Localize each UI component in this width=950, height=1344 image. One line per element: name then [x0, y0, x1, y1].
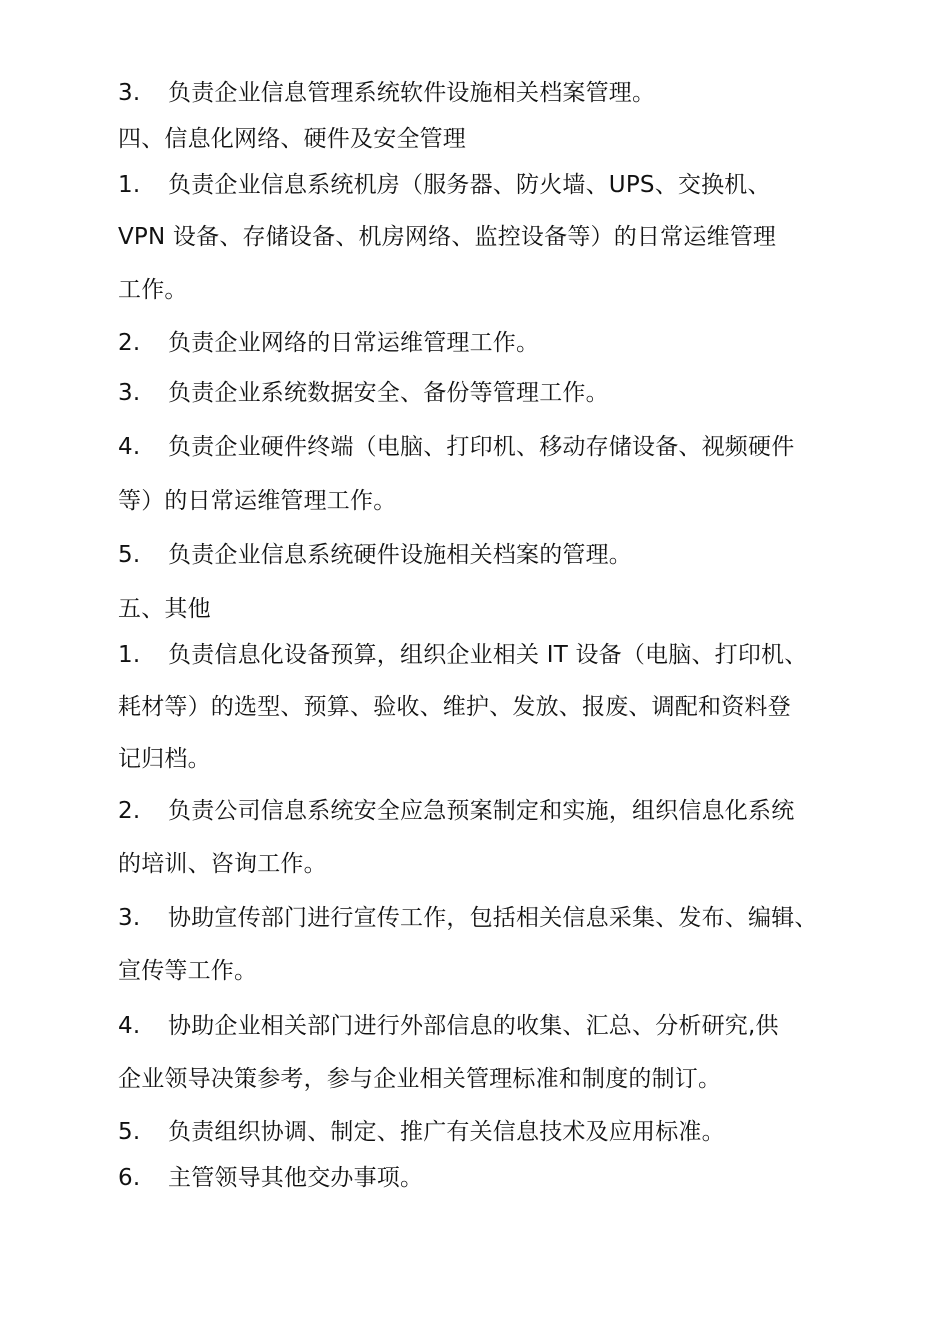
- paragraph-line: [118, 540, 632, 570]
- item-number: 5.: [118, 1119, 141, 1145]
- item-number: 1.: [118, 172, 141, 198]
- line-text: 四、信息化网络、硬件及安全管理: [118, 126, 466, 152]
- line-text: 协助宣传部门进行宣传工作，包括相关信息采集、发布、编辑、: [168, 905, 818, 931]
- line-text: 工作。: [118, 277, 188, 303]
- paragraph-line: [118, 956, 257, 986]
- paragraph-line: [118, 692, 791, 722]
- line-text: 等）的日常运维管理工作。: [118, 488, 397, 514]
- line-text: 负责企业网络的日常运维管理工作。: [168, 330, 540, 356]
- line-text: 记归档。: [118, 746, 211, 772]
- paragraph-line: [118, 78, 655, 108]
- paragraph-line: [118, 432, 794, 462]
- section-heading: [118, 594, 211, 624]
- item-number: 3.: [118, 80, 141, 106]
- item-number: 2.: [118, 330, 141, 356]
- line-text: 协助企业相关部门进行外部信息的收集、汇总、分析研究,供: [168, 1013, 779, 1039]
- paragraph-line: [118, 1011, 779, 1041]
- paragraph-line: [118, 744, 211, 774]
- paragraph-line: [118, 796, 794, 826]
- line-text: 负责公司信息系统安全应急预案制定和实施，组织信息化系统: [168, 798, 795, 824]
- line-text: 负责企业信息系统机房（服务器、防火墙、UPS、交换机、: [168, 172, 771, 198]
- line-text: 负责信息化设备预算，组织企业相关 IT 设备（电脑、打印机、: [168, 642, 808, 668]
- paragraph-line: [118, 486, 396, 516]
- line-text: 负责企业硬件终端（电脑、打印机、移动存储设备、视频硬件: [168, 434, 795, 460]
- paragraph-line: [118, 275, 188, 305]
- line-text: 五、其他: [118, 596, 211, 622]
- line-text: 主管领导其他交办事项。: [168, 1165, 424, 1191]
- paragraph-line: [118, 1117, 725, 1147]
- item-number: 6.: [118, 1165, 141, 1191]
- line-text: 负责企业信息管理系统软件设施相关档案管理。: [168, 80, 656, 106]
- paragraph-line: [118, 640, 807, 670]
- item-number: 5.: [118, 542, 141, 568]
- item-number: 1.: [118, 642, 141, 668]
- paragraph-line: [118, 328, 539, 358]
- paragraph-line: [118, 1163, 423, 1193]
- paragraph-line: [118, 1064, 721, 1094]
- item-number: 2.: [118, 798, 141, 824]
- item-number: 3.: [118, 380, 141, 406]
- line-text: 负责企业信息系统硬件设施相关档案的管理。: [168, 542, 632, 568]
- paragraph-line: [118, 849, 327, 879]
- line-text: 负责企业系统数据安全、备份等管理工作。: [168, 380, 609, 406]
- item-number: 4.: [118, 1013, 141, 1039]
- line-text: 负责组织协调、制定、推广有关信息技术及应用标准。: [168, 1119, 725, 1145]
- section-heading: [118, 124, 466, 154]
- item-number: 4.: [118, 434, 141, 460]
- paragraph-line: [118, 903, 818, 933]
- paragraph-line: [118, 170, 771, 200]
- paragraph-line: [118, 378, 609, 408]
- line-text: 宣传等工作。: [118, 958, 258, 984]
- line-text: 企业领导决策参考，参与企业相关管理标准和制度的制订。: [118, 1066, 722, 1092]
- item-number: 3.: [118, 905, 141, 931]
- line-text: 耗材等）的选型、预算、验收、维护、发放、报废、调配和资料登: [118, 694, 791, 720]
- paragraph-line: [118, 222, 776, 252]
- line-text: 的培训、咨询工作。: [118, 851, 327, 877]
- line-text: VPN 设备、存储设备、机房网络、监控设备等）的日常运维管理: [118, 224, 777, 250]
